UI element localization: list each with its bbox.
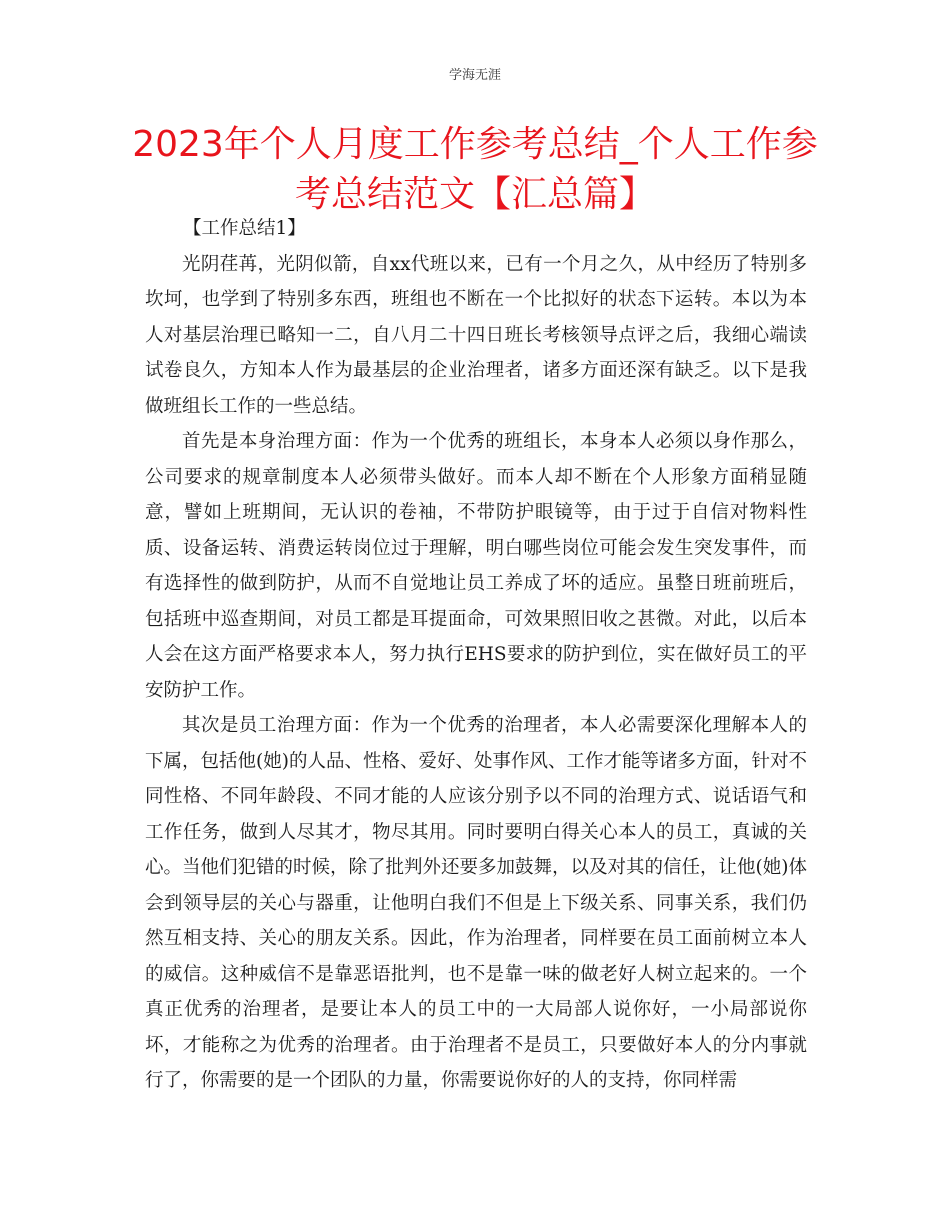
section-label: 【工作总结1】: [183, 218, 306, 239]
document-body: [145, 211, 807, 1099]
paragraph-self-management: 首先是本身治理方面：作为一个优秀的班组长，本身本人必须以身作那么，公司要求的规章制度本人必须带头做好。而本人却不断在个人形象方面稍显随意，譬如上班期间，无认识的卷袖，不带防护眼镜等，由于过于自信对物料性质、设备运转、消费运转岗位过于理解，明白哪些岗位可能会发生突发事件，而有选择性的做到防护，从而不自觉地让员工养成了坏的适应。虽整日班前班后，包括班中巡查期间，对员工都是耳提面命，可效果照旧收之甚微。对此，以后本人会在这方面严格要求本人，努力执行EHS要求的防护到位，实在做好员工的平安防护工作。: [145, 431, 807, 701]
paragraph-staff-management: 其次是员工治理方面：作为一个优秀的治理者，本人必需要深化理解本人的下属，包括他(她)的人品、性格、爱好、处事作风、工作才能等诸多方面，针对不同性格、不同年龄段、不同才能的人应该分别予以不同的治理方式、说话语气和工作任务，做到人尽其才，物尽其用。同时要明白得关心本人的员工，真诚的关心。当他们犯错的时候，除了批判外还要多加鼓舞，以及对其的信任，让他(她)体会到领导层的关心与器重，让他明白我们不但是上下级关系、同事关系，我们仍然互相支持、关心的朋友关系。因此，作为治理者，同样要在员工面前树立本人的威信。这种威信不是靠恶语批判，也不是靠一味的做老好人树立起来的。一个真正优秀的治理者，是要让本人的员工中的一大局部人说你好，一小局部说你坏，才能称之为优秀的治理者。由于治理者不是员工，只要做好本人的分内事就行了，你需要的是一个团队的力量，你需要说你好的人的支持，你同样需: [145, 715, 807, 1091]
page-header: 学海无涯: [448, 68, 501, 83]
document-title: 2023年个人月度工作参考总结_个人工作参考总结范文【汇总篇】: [132, 124, 818, 215]
paragraph-intro: 光阴荏苒，光阴似箭，自xx代班以来，已有一个月之久，从中经历了特别多坎坷，也学到了特别多东西，班组也不断在一个比拟好的状态下运转。本以为本人对基层治理已略知一二，自八月二十四日班长考核领导点评之后，我细心端读试卷良久，方知本人作为最基层的企业治理者，诸多方面还深有缺乏。以下是我做班组长工作的一些总结。: [145, 253, 807, 417]
